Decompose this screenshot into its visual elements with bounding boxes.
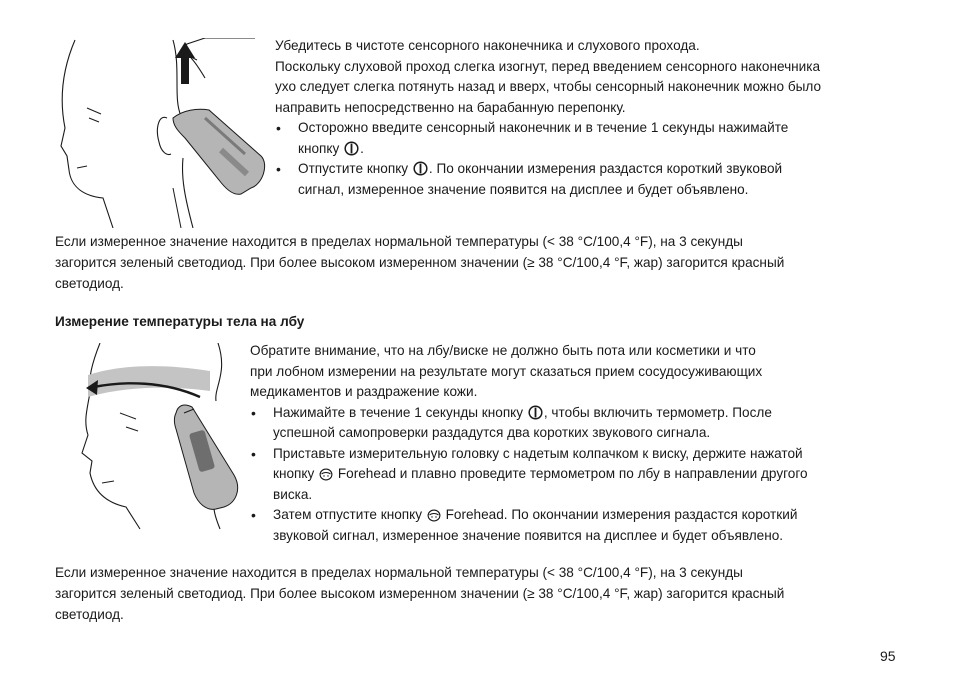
ear-para-line: ухо следует слегка потянуть назад и вверх, чтобы сенсорный наконечник можно было bbox=[275, 79, 822, 94]
forehead-button-icon bbox=[427, 509, 441, 522]
page-number: 95 bbox=[880, 648, 896, 664]
bullet-dot: • bbox=[251, 507, 256, 523]
thermometer-icon bbox=[173, 109, 265, 194]
forehead-section-title: Измерение температуры тела на лбу bbox=[55, 314, 305, 329]
forehead-intro-line: при лобном измерении на результате могут сказаться прием сосудосуживающих bbox=[250, 363, 763, 379]
forehead-bullet-2: • Приставьте измерительную головку с надетым колпачком к виску, держите нажатой кнопку Forehead и плавно проведите термометром по лбу в направлении другого виска. bbox=[251, 445, 808, 502]
bullet-dot: • bbox=[251, 404, 256, 421]
forehead-intro-line: медикаментов и раздражение кожи. bbox=[250, 384, 478, 399]
forehead-measurement-illustration bbox=[80, 343, 245, 531]
result-line: Если измеренное значение находится в пределах нормальной температуры (< 38 °C/100,4 °F), на 3 секунды bbox=[55, 234, 743, 249]
bullet-dot: • bbox=[251, 445, 256, 462]
forehead-instructions bbox=[250, 341, 900, 546]
result-line: загорится зеленый светодиод. При более высоком измеренном значении (≥ 38 °C/100,4 °F, жар) загорится красный bbox=[55, 255, 785, 270]
forehead-bullet-list bbox=[250, 403, 900, 547]
forehead-button-icon bbox=[319, 468, 333, 481]
power-button-icon bbox=[413, 161, 428, 176]
ear-intro: Убедитесь в чистоте сенсорного наконечника и слухового прохода. bbox=[275, 38, 700, 53]
pull-up-arrow-icon bbox=[175, 42, 195, 84]
ear-measurement-illustration bbox=[55, 38, 270, 228]
power-button-icon bbox=[344, 141, 359, 156]
bullet-dot: • bbox=[276, 120, 281, 136]
ear-result-paragraph bbox=[55, 231, 905, 294]
ear-instructions bbox=[275, 36, 905, 200]
forehead-bullet-3: • Затем отпустите кнопку Forehead. По окончании измерения раздастся короткий звуковой сигнал, измеренное значение появится на дисплее и будет объявлено. bbox=[251, 507, 798, 543]
result-line: светодиод. bbox=[55, 276, 124, 291]
result-line: светодиод. bbox=[55, 607, 124, 622]
ear-bullet-list bbox=[275, 118, 905, 200]
result-line: загорится зеленый светодиод. При более высоком измеренном значении (≥ 38 °C/100,4 °F, жар) загорится красный bbox=[55, 586, 785, 601]
ear-bullet-2: • Отпустите кнопку . По окончании измерения раздастся короткий звуковой сигнал, измеренное значение появится на дисплее и будет объявлено. bbox=[276, 161, 783, 197]
forehead-result-paragraph bbox=[55, 562, 905, 625]
thermometer-icon bbox=[175, 405, 238, 509]
result-line: Если измеренное значение находится в пределах нормальной температуры (< 38 °C/100,4 °F), на 3 секунды bbox=[55, 565, 743, 580]
bullet-dot: • bbox=[276, 161, 281, 177]
ear-para-line: Поскольку слуховой проход слегка изогнут, перед введением сенсорного наконечника bbox=[275, 58, 821, 74]
power-button-icon bbox=[528, 405, 543, 420]
forehead-bullet-1: • Нажимайте в течение 1 секунды кнопку , чтобы включить термометр. После успешной самопроверки раздадутся два коротких звукового сигнала. bbox=[251, 404, 772, 440]
ear-bullet-1: • Осторожно введите сенсорный наконечник и в течение 1 секунды нажимайте кнопку . bbox=[276, 120, 789, 156]
ear-para-line: направить непосредственно на барабанную перепонку. bbox=[275, 99, 626, 115]
forehead-intro-line: Обратите внимание, что на лбу/виске не должно быть пота или косметики и что bbox=[250, 343, 756, 358]
